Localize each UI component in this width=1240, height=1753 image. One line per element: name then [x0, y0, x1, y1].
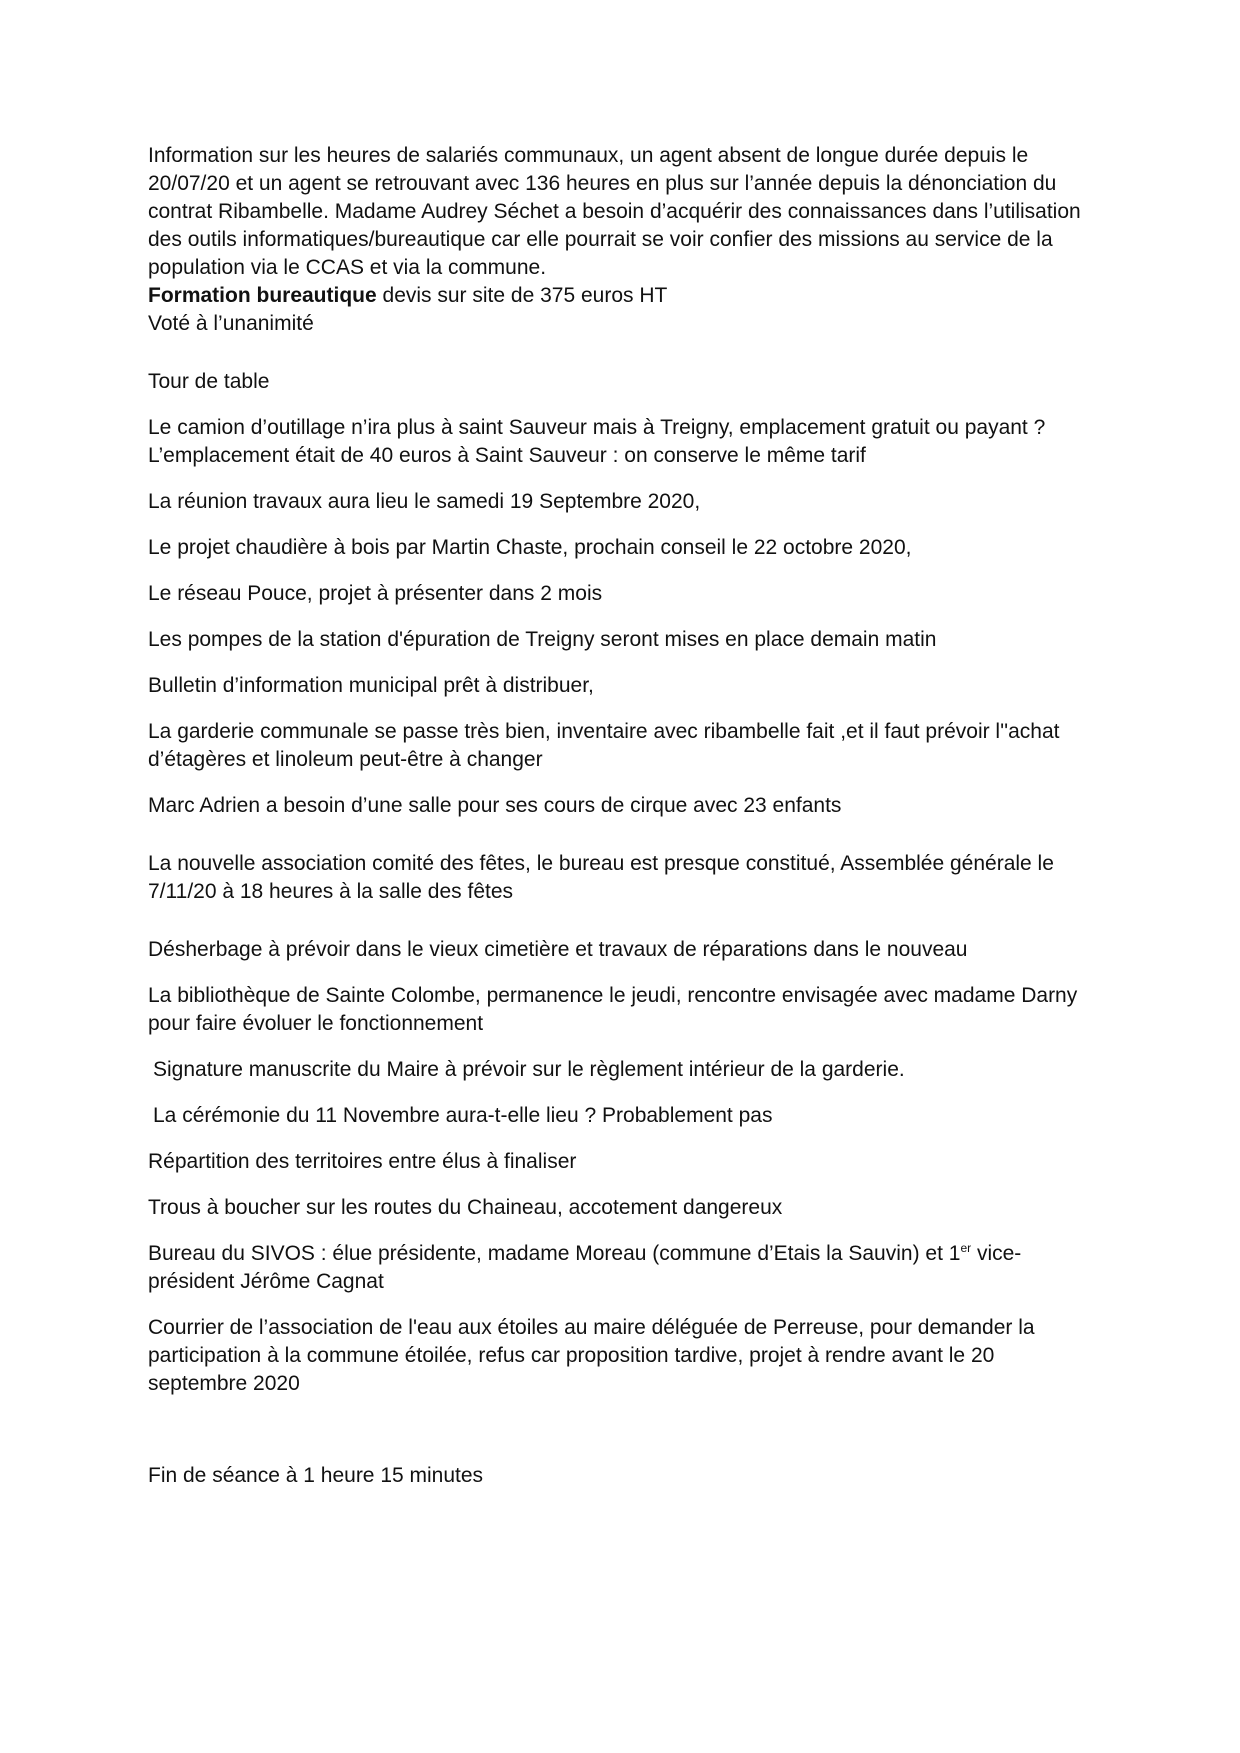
formation-line	[148, 282, 1098, 310]
ordinal-superscript: er	[960, 1241, 972, 1255]
formation-details: devis sur site de 375 euros HT	[376, 284, 668, 307]
list-item: La garderie communale se passe très bien, inventaire avec ribambelle fait ,et il faut prévoir l''achat d’étagères et linoleum peut-être à changer	[148, 720, 1060, 771]
sivos-text-end: vice-président Jérôme Cagnat	[148, 1242, 1022, 1293]
list-item: Bulletin d’information municipal prêt à distribuer,	[148, 674, 594, 697]
sivos-item	[148, 1240, 1098, 1296]
list-item: La réunion travaux aura lieu le samedi 19 Septembre 2020,	[148, 490, 701, 513]
list-item: Le camion d’outillage n’ira plus à saint Sauveur mais à Treigny, emplacement gratuit ou payant ? L’emplacement était de 40 euros à Saint Sauveur : on conserve le même tarif	[148, 416, 1046, 467]
list-item: La nouvelle association comité des fêtes, le bureau est presque constitué, Assemblée générale le 7/11/20 à 18 heures à la salle des fêtes	[148, 852, 1054, 903]
list-item: Les pompes de la station d'épuration de Treigny seront mises en place demain matin	[148, 628, 937, 651]
formation-label: Formation bureautique	[148, 284, 377, 307]
closing-line: Fin de séance à 1 heure 15 minutes	[148, 1464, 484, 1487]
courrier-item: Courrier de l’association de l'eau aux étoiles au maire déléguée de Perreuse, pour demander la participation à la commune étoilée, refus car proposition tardive, projet à rendre avant le 20 septembre 2020	[148, 1316, 1035, 1395]
document-page	[148, 142, 1098, 1490]
list-item: Désherbage à prévoir dans le vieux cimetière et travaux de réparations dans le nouveau	[148, 938, 968, 961]
list-item: Marc Adrien a besoin d’une salle pour ses cours de cirque avec 23 enfants	[148, 794, 842, 817]
list-item: Signature manuscrite du Maire à prévoir sur le règlement intérieur de la garderie.	[153, 1058, 905, 1081]
list-item: Répartition des territoires entre élus à finaliser	[148, 1150, 577, 1173]
list-item: Trous à boucher sur les routes du Chaineau, accotement dangereux	[148, 1196, 783, 1219]
vote-line: Voté à l’unanimité	[148, 312, 314, 335]
list-item: La cérémonie du 11 Novembre aura-t-elle lieu ? Probablement pas	[153, 1104, 773, 1127]
sivos-text-start: Bureau du SIVOS : élue présidente, madame Moreau (commune d’Etais la Sauvin) et 1	[148, 1242, 961, 1265]
list-item: Le réseau Pouce, projet à présenter dans 2 mois	[148, 582, 603, 605]
intro-paragraph: Information sur les heures de salariés communaux, un agent absent de longue durée depuis le 20/07/20 et un agent se retrouvant avec 136 heures en plus sur l’année depuis la dénonciation du contrat Ribambelle. Madame Audrey Séchet a besoin d’acquérir des connaissances dans l’utilisation des outils informatiques/bureautique car elle pourrait se voir confier des missions au service de la population via le CCAS et via la commune.	[148, 144, 1081, 279]
tour-de-table-heading: Tour de table	[148, 370, 270, 393]
list-item: Le projet chaudière à bois par Martin Chaste, prochain conseil le 22 octobre 2020,	[148, 536, 912, 559]
list-item: La bibliothèque de Sainte Colombe, permanence le jeudi, rencontre envisagée avec madame Darny pour faire évoluer le fonctionnement	[148, 984, 1078, 1035]
